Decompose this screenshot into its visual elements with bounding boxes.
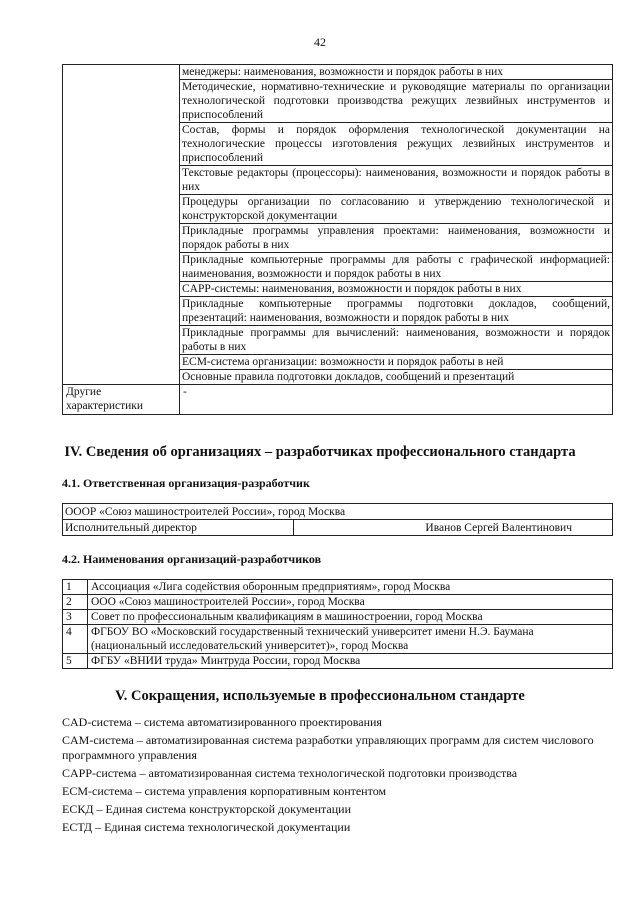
- knowledge-item: Прикладные компьютерные программы для работы с графической информацией: наименования, возможности и порядок работы в них: [182, 254, 610, 280]
- other-characteristics-label: Другие характеристики: [63, 385, 180, 415]
- knowledge-label-cell: [63, 65, 180, 385]
- knowledge-item: Прикладные компьютерные программы подготовки докладов, сообщений, презентаций: наименования, возможности и порядок работы в них: [182, 298, 610, 324]
- developers-table: [62, 579, 613, 669]
- table-row: [63, 610, 613, 625]
- table-row: [63, 625, 613, 654]
- developer-number: 2: [63, 595, 88, 610]
- knowledge-item: Основные правила подготовки докладов, сообщений и презентаций: [182, 371, 515, 383]
- abbreviation-item: ЕСКД – Единая система конструкторской документации: [62, 802, 351, 816]
- subsection-4-1-title: 4.1. Ответственная организация-разработчик: [62, 476, 310, 490]
- abbreviations-list: [62, 715, 622, 838]
- knowledge-items-cell: [180, 65, 613, 385]
- knowledge-item: Прикладные программы для вычислений: наименования, возможности и порядок работы в них: [182, 327, 610, 353]
- developer-name: ООО «Союз машиностроителей России», город Москва: [88, 595, 613, 610]
- knowledge-item: ECM-система организации: возможности и порядок работы в ней: [180, 355, 612, 370]
- table-row: [63, 580, 613, 595]
- responsible-organization-table: [62, 503, 613, 536]
- developer-name: Совет по профессиональным квалификациям в машиностроении, город Москва: [88, 610, 613, 625]
- abbreviation-item: CAD-система – система автоматизированного проектирования: [62, 715, 382, 729]
- organization-person: Иванов Сергей Валентинович: [293, 520, 612, 536]
- developer-name: ФГБУ «ВНИИ труда» Минтруда России, город Москва: [88, 654, 613, 669]
- developer-name: ФГБОУ ВО «Московский государственный технический университет имени Н.Э. Баумана (национальный исследовательский университет)», город Москва: [88, 625, 613, 654]
- knowledge-table: [62, 64, 613, 415]
- developer-name: Ассоциация «Лига содействия оборонным предприятиям», город Москва: [88, 580, 613, 595]
- subsection-4-2-title: 4.2. Наименования организаций-разработчиков: [62, 552, 322, 566]
- abbreviation-item: CAPP-система – автоматизированная система технологической подготовки производства: [62, 766, 518, 780]
- table-row: [63, 595, 613, 610]
- knowledge-item: Методические, нормативно-технические и руководящие материалы по организации технологической подготовки производства режущих лезвийных инструментов и приспособлений: [182, 81, 610, 121]
- developer-number: 4: [63, 625, 88, 654]
- knowledge-item: менеджеры: наименования, возможности и порядок работы в них: [180, 65, 612, 80]
- knowledge-item: Прикладные программы управления проектами: наименования, возможности и порядок работы в них: [182, 225, 610, 251]
- other-characteristics-value: -: [180, 385, 613, 415]
- developer-number: 5: [63, 654, 88, 669]
- knowledge-item: Состав, формы и порядок оформления технологической документации на технологические процессы изготовления режущих лезвийных инструментов и приспособлений: [182, 124, 610, 164]
- abbreviation-item: CAM-система – автоматизированная система разработки управляющих программ для систем числового программного управления: [62, 733, 594, 762]
- section-4-title: IV. Сведения об организациях – разработчиках профессионального стандарта: [64, 444, 576, 460]
- knowledge-item: CAPP-системы: наименования, возможности и порядок работы в них: [180, 282, 612, 297]
- page-number: 42: [314, 35, 326, 49]
- knowledge-item: Текстовые редакторы (процессоры): наименования, возможности и порядок работы в них: [182, 167, 610, 193]
- developer-number: 3: [63, 610, 88, 625]
- knowledge-item: Процедуры организации по согласованию и утверждению технологической и конструкторской документации: [182, 196, 610, 222]
- abbreviation-item: ECM-система – система управления корпоративным контентом: [62, 784, 387, 798]
- developer-number: 1: [63, 580, 88, 595]
- abbreviation-item: ЕСТД – Единая система технологической документации: [62, 820, 351, 834]
- organization-name: ОООР «Союз машиностроителей России», город Москва: [63, 504, 613, 520]
- organization-position: Исполнительный директор: [63, 520, 294, 536]
- table-row: [63, 654, 613, 669]
- section-5-title: V. Сокращения, используемые в профессиональном стандарте: [115, 688, 525, 704]
